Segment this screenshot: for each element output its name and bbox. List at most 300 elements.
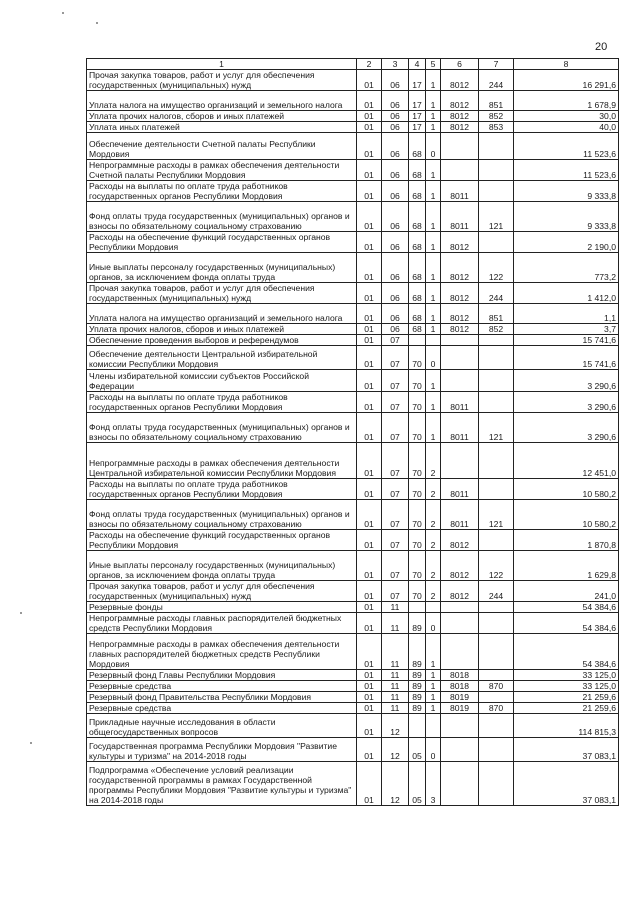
row-code-cell: 0 [426, 738, 441, 762]
row-code-cell: 17 [409, 70, 426, 91]
row-sum-cell: 21 259,6 [514, 692, 619, 703]
row-code-cell: 06 [382, 160, 409, 181]
row-code-cell: 01 [357, 500, 382, 530]
row-code-cell: 1 [426, 122, 441, 133]
row-code-cell: 852 [479, 324, 514, 335]
row-code-cell: 12 [382, 738, 409, 762]
row-code-cell: 06 [382, 232, 409, 253]
scan-speck [30, 742, 32, 744]
row-code-cell: 05 [409, 738, 426, 762]
row-sum-cell: 1 870,8 [514, 530, 619, 551]
row-code-cell: 01 [357, 692, 382, 703]
table-header-row [87, 59, 619, 70]
row-code-cell: 8012 [441, 91, 479, 111]
row-sum-cell: 11 523,6 [514, 160, 619, 181]
row-code-cell: 1 [426, 181, 441, 202]
row-code-cell [441, 602, 479, 613]
table-row [87, 692, 619, 703]
row-code-cell: 8018 [441, 670, 479, 681]
row-code-cell [441, 133, 479, 160]
row-code-cell [479, 232, 514, 253]
row-code-cell: 01 [357, 160, 382, 181]
row-code-cell [479, 670, 514, 681]
row-code-cell: 01 [357, 443, 382, 479]
column-header: 6 [441, 59, 479, 70]
row-code-cell: 8012 [441, 551, 479, 581]
row-code-cell: 70 [409, 581, 426, 602]
row-code-cell: 1 [426, 670, 441, 681]
row-sum-cell: 33 125,0 [514, 670, 619, 681]
table-row [87, 602, 619, 613]
row-name-cell: Уплата иных платежей [87, 122, 357, 133]
row-code-cell [479, 370, 514, 392]
row-code-cell: 12 [382, 714, 409, 738]
row-code-cell: 07 [382, 551, 409, 581]
row-code-cell: 01 [357, 346, 382, 370]
row-code-cell: 851 [479, 91, 514, 111]
row-sum-cell: 11 523,6 [514, 133, 619, 160]
row-code-cell: 8011 [441, 202, 479, 232]
row-code-cell: 870 [479, 703, 514, 714]
scan-speck [20, 612, 22, 614]
row-code-cell: 70 [409, 443, 426, 479]
row-sum-cell: 15 741,6 [514, 346, 619, 370]
row-code-cell [479, 530, 514, 551]
row-name-cell: Непрограммные расходы в рамках обеспечения деятельности Счетной палаты Республики Мордовия [87, 160, 357, 181]
row-code-cell: 01 [357, 479, 382, 500]
row-code-cell: 2 [426, 500, 441, 530]
row-code-cell: 89 [409, 634, 426, 670]
row-code-cell: 8019 [441, 692, 479, 703]
table-row [87, 181, 619, 202]
row-code-cell [426, 602, 441, 613]
row-code-cell: 1 [426, 681, 441, 692]
table-row [87, 346, 619, 370]
row-code-cell: 06 [382, 181, 409, 202]
row-code-cell: 851 [479, 304, 514, 324]
row-code-cell: 8011 [441, 181, 479, 202]
column-header: 7 [479, 59, 514, 70]
row-name-cell: Резервный фонд Правительства Республики Мордовия [87, 692, 357, 703]
table-row [87, 91, 619, 111]
table-row [87, 202, 619, 232]
row-code-cell [479, 762, 514, 806]
table-row [87, 714, 619, 738]
row-code-cell: 1 [426, 111, 441, 122]
row-code-cell: 1 [426, 283, 441, 304]
row-code-cell: 01 [357, 335, 382, 346]
row-code-cell: 17 [409, 111, 426, 122]
row-code-cell: 07 [382, 392, 409, 413]
row-code-cell: 8011 [441, 479, 479, 500]
row-code-cell: 122 [479, 551, 514, 581]
row-code-cell: 8012 [441, 304, 479, 324]
row-name-cell: Фонд оплаты труда государственных (муниципальных) органов и взносы по обязательному социальному страхованию [87, 500, 357, 530]
table-row [87, 133, 619, 160]
row-code-cell [409, 335, 426, 346]
row-code-cell: 01 [357, 714, 382, 738]
row-code-cell: 2 [426, 479, 441, 500]
row-code-cell: 01 [357, 634, 382, 670]
table-row [87, 479, 619, 500]
row-code-cell [479, 335, 514, 346]
row-code-cell: 11 [382, 602, 409, 613]
row-code-cell: 0 [426, 133, 441, 160]
row-code-cell: 11 [382, 692, 409, 703]
row-code-cell: 8018 [441, 681, 479, 692]
row-code-cell: 11 [382, 670, 409, 681]
row-code-cell: 01 [357, 613, 382, 634]
row-sum-cell: 10 580,2 [514, 500, 619, 530]
row-code-cell: 11 [382, 703, 409, 714]
row-sum-cell: 1 629,8 [514, 551, 619, 581]
table-row [87, 551, 619, 581]
row-code-cell: 01 [357, 392, 382, 413]
row-code-cell [479, 479, 514, 500]
row-code-cell: 70 [409, 346, 426, 370]
table-row [87, 324, 619, 335]
row-code-cell [479, 392, 514, 413]
row-code-cell: 68 [409, 283, 426, 304]
row-code-cell: 1 [426, 413, 441, 443]
table-row [87, 370, 619, 392]
row-code-cell: 8012 [441, 324, 479, 335]
row-name-cell: Уплата прочих налогов, сборов и иных платежей [87, 111, 357, 122]
row-code-cell [441, 443, 479, 479]
table-row [87, 304, 619, 324]
table-row [87, 634, 619, 670]
row-code-cell: 01 [357, 413, 382, 443]
row-sum-cell: 54 384,6 [514, 634, 619, 670]
row-sum-cell: 9 333,8 [514, 202, 619, 232]
row-code-cell: 07 [382, 581, 409, 602]
row-code-cell: 8012 [441, 253, 479, 283]
row-code-cell: 8012 [441, 581, 479, 602]
row-code-cell [479, 602, 514, 613]
row-name-cell: Прикладные научные исследования в области общегосударственных вопросов [87, 714, 357, 738]
table-row [87, 253, 619, 283]
row-code-cell: 06 [382, 202, 409, 232]
row-code-cell: 01 [357, 181, 382, 202]
row-name-cell: Фонд оплаты труда государственных (муниципальных) органов и взносы по обязательному социальному страхованию [87, 202, 357, 232]
row-sum-cell: 12 451,0 [514, 443, 619, 479]
row-code-cell: 852 [479, 111, 514, 122]
row-sum-cell: 37 083,1 [514, 738, 619, 762]
row-code-cell [441, 714, 479, 738]
row-sum-cell: 40,0 [514, 122, 619, 133]
row-code-cell [479, 346, 514, 370]
table-row [87, 613, 619, 634]
row-code-cell: 01 [357, 602, 382, 613]
row-code-cell: 05 [409, 762, 426, 806]
row-code-cell: 2 [426, 443, 441, 479]
row-code-cell: 06 [382, 91, 409, 111]
row-code-cell: 0 [426, 613, 441, 634]
table-row [87, 762, 619, 806]
row-code-cell: 70 [409, 530, 426, 551]
row-code-cell [426, 335, 441, 346]
row-name-cell: Обеспечение деятельности Центральной избирательной комиссии Республики Мордовия [87, 346, 357, 370]
row-sum-cell: 15 741,6 [514, 335, 619, 346]
row-code-cell: 01 [357, 91, 382, 111]
row-code-cell: 17 [409, 91, 426, 111]
row-code-cell: 07 [382, 413, 409, 443]
table-row [87, 703, 619, 714]
row-code-cell: 244 [479, 581, 514, 602]
row-name-cell: Расходы на обеспечение функций государственных органов Республики Мордовия [87, 232, 357, 253]
row-code-cell: 07 [382, 370, 409, 392]
row-code-cell: 07 [382, 479, 409, 500]
row-code-cell: 1 [426, 324, 441, 335]
row-code-cell: 1 [426, 91, 441, 111]
row-name-cell: Непрограммные расходы главных распорядителей бюджетных средств Республики Мордовия [87, 613, 357, 634]
row-name-cell: Расходы на обеспечение функций государственных органов Республики Мордовия [87, 530, 357, 551]
row-name-cell: Резервный фонд Главы Республики Мордовия [87, 670, 357, 681]
row-code-cell: 68 [409, 133, 426, 160]
row-code-cell: 07 [382, 335, 409, 346]
row-code-cell: 01 [357, 551, 382, 581]
row-sum-cell: 9 333,8 [514, 181, 619, 202]
row-sum-cell: 1 678,9 [514, 91, 619, 111]
row-code-cell: 8012 [441, 122, 479, 133]
row-code-cell: 01 [357, 202, 382, 232]
row-name-cell: Расходы на выплаты по оплате труда работников государственных органов Республики Мордовия [87, 181, 357, 202]
row-code-cell: 0 [426, 346, 441, 370]
row-code-cell [409, 602, 426, 613]
row-code-cell [441, 160, 479, 181]
row-code-cell: 06 [382, 133, 409, 160]
column-header: 8 [514, 59, 619, 70]
row-code-cell: 01 [357, 370, 382, 392]
row-code-cell [409, 714, 426, 738]
table-row [87, 160, 619, 181]
row-code-cell: 06 [382, 253, 409, 283]
row-name-cell: Резервные средства [87, 703, 357, 714]
row-code-cell: 01 [357, 738, 382, 762]
row-code-cell: 01 [357, 70, 382, 91]
row-sum-cell: 10 580,2 [514, 479, 619, 500]
row-code-cell: 1 [426, 392, 441, 413]
page-number: 20 [595, 41, 608, 53]
row-code-cell: 244 [479, 283, 514, 304]
row-code-cell: 8012 [441, 232, 479, 253]
row-code-cell: 8012 [441, 70, 479, 91]
row-code-cell: 01 [357, 703, 382, 714]
table-row [87, 670, 619, 681]
row-code-cell [441, 370, 479, 392]
row-name-cell: Непрограммные расходы в рамках обеспечения деятельности Центральной избирательной комиссии Республики Мордовия [87, 443, 357, 479]
row-code-cell: 1 [426, 692, 441, 703]
row-code-cell: 12 [382, 762, 409, 806]
row-code-cell [441, 634, 479, 670]
row-code-cell: 121 [479, 202, 514, 232]
row-sum-cell: 773,2 [514, 253, 619, 283]
row-code-cell: 2 [426, 551, 441, 581]
table-row [87, 335, 619, 346]
row-code-cell [479, 692, 514, 703]
row-code-cell: 68 [409, 324, 426, 335]
row-code-cell: 70 [409, 500, 426, 530]
row-code-cell: 89 [409, 613, 426, 634]
row-code-cell: 06 [382, 304, 409, 324]
row-code-cell: 01 [357, 304, 382, 324]
row-name-cell: Расходы на выплаты по оплате труда работников государственных органов Республики Мордовия [87, 392, 357, 413]
row-code-cell: 01 [357, 133, 382, 160]
row-name-cell: Прочая закупка товаров, работ и услуг для обеспечения государственных (муниципальных) нужд [87, 70, 357, 91]
table-row [87, 111, 619, 122]
row-code-cell: 11 [382, 681, 409, 692]
row-sum-cell: 2 190,0 [514, 232, 619, 253]
row-sum-cell: 54 384,6 [514, 602, 619, 613]
row-name-cell: Прочая закупка товаров, работ и услуг для обеспечения государственных (муниципальных) нужд [87, 581, 357, 602]
scan-speck [96, 22, 98, 24]
row-code-cell: 8019 [441, 703, 479, 714]
row-code-cell: 70 [409, 551, 426, 581]
row-code-cell: 8012 [441, 111, 479, 122]
row-code-cell [479, 181, 514, 202]
row-sum-cell: 114 815,3 [514, 714, 619, 738]
row-code-cell [479, 443, 514, 479]
row-code-cell: 06 [382, 122, 409, 133]
row-code-cell: 07 [382, 530, 409, 551]
row-code-cell: 89 [409, 692, 426, 703]
row-code-cell: 70 [409, 413, 426, 443]
column-header: 2 [357, 59, 382, 70]
table-row [87, 283, 619, 304]
row-code-cell: 01 [357, 324, 382, 335]
row-code-cell: 1 [426, 304, 441, 324]
row-code-cell: 06 [382, 111, 409, 122]
row-code-cell: 68 [409, 232, 426, 253]
column-header: 5 [426, 59, 441, 70]
row-code-cell: 07 [382, 500, 409, 530]
table-row [87, 681, 619, 692]
row-code-cell [479, 714, 514, 738]
row-code-cell: 17 [409, 122, 426, 133]
row-code-cell: 68 [409, 253, 426, 283]
row-sum-cell: 3 290,6 [514, 392, 619, 413]
row-code-cell: 1 [426, 202, 441, 232]
row-code-cell: 01 [357, 670, 382, 681]
row-name-cell: Государственная программа Республики Мордовия "Развитие культуры и туризма" на 2014-2018 годы [87, 738, 357, 762]
row-code-cell: 1 [426, 253, 441, 283]
row-name-cell: Прочая закупка товаров, работ и услуг для обеспечения государственных (муниципальных) нужд [87, 283, 357, 304]
row-sum-cell: 33 125,0 [514, 681, 619, 692]
row-code-cell: 07 [382, 443, 409, 479]
row-name-cell: Иные выплаты персоналу государственных (муниципальных) органов, за исключением фонда оплаты труда [87, 551, 357, 581]
row-code-cell [479, 133, 514, 160]
row-sum-cell: 241,0 [514, 581, 619, 602]
table-row [87, 122, 619, 133]
row-code-cell: 01 [357, 581, 382, 602]
row-code-cell: 70 [409, 479, 426, 500]
row-code-cell: 121 [479, 500, 514, 530]
row-code-cell: 11 [382, 613, 409, 634]
row-code-cell: 68 [409, 181, 426, 202]
row-code-cell: 8011 [441, 500, 479, 530]
row-code-cell: 8012 [441, 283, 479, 304]
table-row [87, 232, 619, 253]
row-code-cell: 853 [479, 122, 514, 133]
row-sum-cell: 3 290,6 [514, 370, 619, 392]
row-code-cell [426, 714, 441, 738]
row-code-cell: 70 [409, 370, 426, 392]
row-code-cell [441, 762, 479, 806]
row-sum-cell: 1,1 [514, 304, 619, 324]
row-name-cell: Обеспечение деятельности Счетной палаты Республики Мордовия [87, 133, 357, 160]
row-code-cell [479, 160, 514, 181]
row-sum-cell: 37 083,1 [514, 762, 619, 806]
row-sum-cell: 3 290,6 [514, 413, 619, 443]
row-code-cell: 8011 [441, 413, 479, 443]
row-code-cell [441, 346, 479, 370]
row-code-cell: 1 [426, 703, 441, 714]
row-code-cell: 01 [357, 122, 382, 133]
row-code-cell [479, 634, 514, 670]
column-header: 4 [409, 59, 426, 70]
row-name-cell: Обеспечение проведения выборов и референдумов [87, 335, 357, 346]
row-code-cell: 1 [426, 160, 441, 181]
row-code-cell: 2 [426, 530, 441, 551]
row-code-cell: 870 [479, 681, 514, 692]
row-code-cell: 07 [382, 346, 409, 370]
row-code-cell [441, 738, 479, 762]
row-code-cell: 70 [409, 392, 426, 413]
row-name-cell: Фонд оплаты труда государственных (муниципальных) органов и взносы по обязательному социальному страхованию [87, 413, 357, 443]
row-code-cell: 8011 [441, 392, 479, 413]
row-code-cell: 1 [426, 232, 441, 253]
row-name-cell: Расходы на выплаты по оплате труда работников государственных органов Республики Мордовия [87, 479, 357, 500]
table-row [87, 530, 619, 551]
row-code-cell: 122 [479, 253, 514, 283]
row-name-cell: Подпрограмма «Обеспечение условий реализации государственной программы в рамках Государственной программы Республики Мордовия "Развитие культуры и туризма" на 2014-2018 годы [87, 762, 357, 806]
row-code-cell: 01 [357, 762, 382, 806]
row-code-cell: 2 [426, 581, 441, 602]
row-name-cell: Уплата прочих налогов, сборов и иных платежей [87, 324, 357, 335]
row-code-cell: 68 [409, 160, 426, 181]
row-code-cell: 3 [426, 762, 441, 806]
table-row [87, 392, 619, 413]
row-code-cell [479, 613, 514, 634]
row-code-cell: 01 [357, 232, 382, 253]
table-row [87, 738, 619, 762]
row-code-cell: 68 [409, 304, 426, 324]
row-code-cell: 89 [409, 703, 426, 714]
row-name-cell: Резервные средства [87, 681, 357, 692]
row-code-cell [441, 613, 479, 634]
row-sum-cell: 3,7 [514, 324, 619, 335]
row-code-cell: 01 [357, 111, 382, 122]
row-sum-cell: 16 291,6 [514, 70, 619, 91]
row-name-cell: Иные выплаты персоналу государственных (муниципальных) органов, за исключением фонда оплаты труда [87, 253, 357, 283]
row-code-cell: 06 [382, 283, 409, 304]
row-sum-cell: 21 259,6 [514, 703, 619, 714]
table-row [87, 500, 619, 530]
row-code-cell: 1 [426, 370, 441, 392]
table-row [87, 581, 619, 602]
table-row [87, 413, 619, 443]
row-name-cell: Уплата налога на имущество организаций и земельного налога [87, 91, 357, 111]
row-code-cell: 8012 [441, 530, 479, 551]
column-header: 1 [87, 59, 357, 70]
row-code-cell [479, 738, 514, 762]
row-code-cell: 01 [357, 681, 382, 692]
row-code-cell: 01 [357, 253, 382, 283]
row-code-cell: 89 [409, 681, 426, 692]
budget-table [86, 58, 619, 806]
row-name-cell: Непрограммные расходы в рамках обеспечения деятельности главных распорядителей бюджетных средств Республики Мордовия [87, 634, 357, 670]
column-header: 3 [382, 59, 409, 70]
